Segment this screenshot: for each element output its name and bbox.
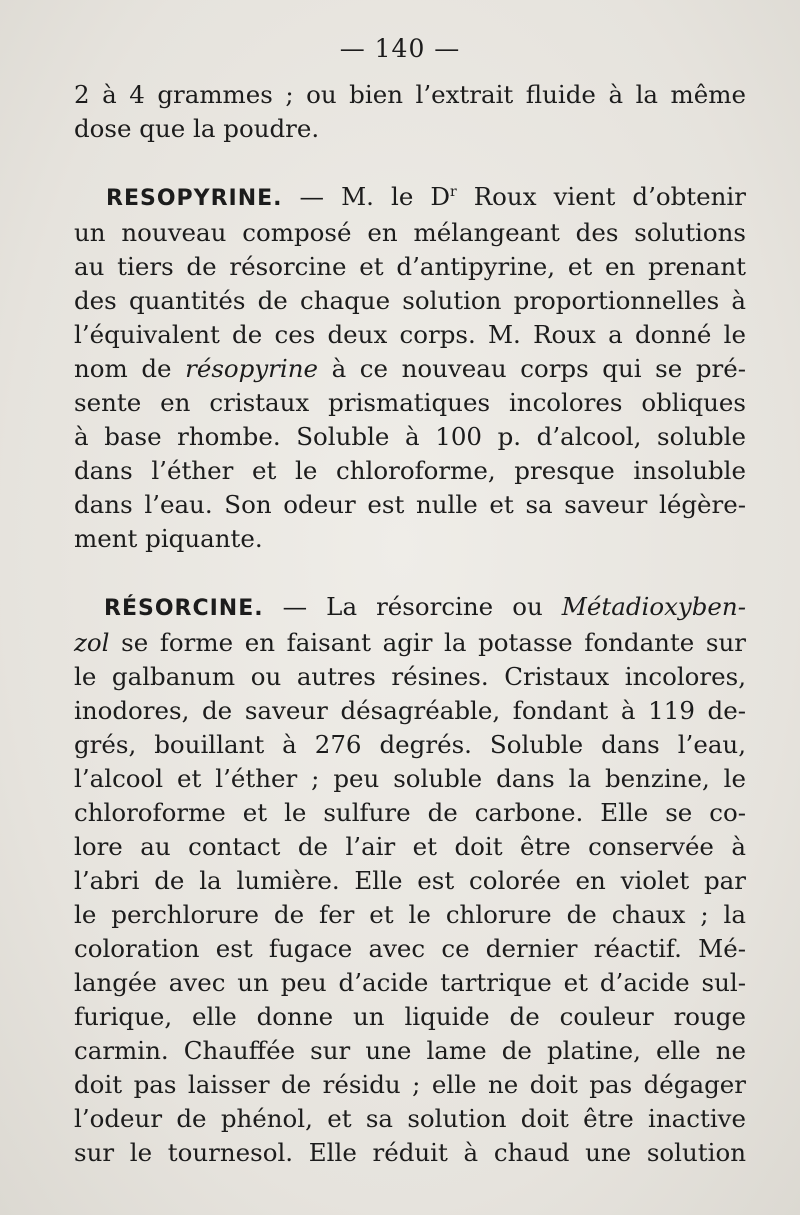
text-line: ment piquante. [74,524,263,553]
text-line: dans l’éther et le chloroforme, presque insoluble [74,456,746,485]
text-fragment: — La résorcine ou [263,592,562,621]
entry-heading: RESOPYRINE. [106,186,283,211]
paragraph-continuation [74,78,746,146]
page-body [74,78,746,1170]
text-line: dose que la poudre. [74,114,320,143]
italic-term: résopyrine [185,354,319,383]
text-line: un nouveau composé en mélangeant des solutions [74,218,746,247]
text-fragment: se forme en faisant agir la potasse fondante sur [109,628,746,657]
text-line: grés, bouillant à 276 degrés. Soluble dans l’eau, [74,730,746,759]
text-line: l’abri de la lumière. Elle est colorée en violet par [74,866,746,895]
text-line: chloroforme et le sulfure de carbone. Elle se co- [74,798,746,827]
text-line: au tiers de résorcine et d’antipyrine, et en prenant [74,252,746,281]
text-line: sur le tournesol. Elle réduit à chaud une solution [74,1138,746,1167]
text-line: des quantités de chaque solution proportionnelles à [74,286,746,315]
text-line: lore au contact de l’air et doit être conservée à [74,832,746,861]
text-fragment: à ce nouveau corps qui se pré- [318,354,746,383]
entry-resopyrine [74,180,746,556]
text-fragment: nom de [74,354,186,383]
text-line [74,590,746,626]
page-number: — 140 — [339,34,461,63]
superscript: r [450,184,457,200]
text-line [74,626,746,660]
text-line: 2 à 4 grammes ; ou bien l’extrait fluide à la même [74,80,746,109]
text-line: langée avec un peu d’acide tartrique et d’acide sul- [74,968,746,997]
text-line: l’odeur de phénol, et sa solution doit être inactive [74,1104,746,1133]
text-line: le perchlorure de fer et le chlorure de chaux ; la [74,900,746,929]
entry-resorcine [74,590,746,1170]
text-line: le galbanum ou autres résines. Cristaux incolores, [74,662,746,691]
text-fragment: Roux vient d’obtenir [456,182,746,211]
text-line: l’alcool et l’éther ; peu soluble dans la benzine, le [74,764,746,793]
text-line: inodores, de saveur désagréable, fondant à 119 de- [74,696,746,725]
text-line [74,180,746,216]
text-fragment: — M. le D [282,182,450,211]
italic-term: Métadioxyben- [561,592,746,621]
text-line: coloration est fugace avec ce dernier réactif. Mé- [74,934,746,963]
entry-heading: RÉSORCINE. [104,596,264,621]
text-line: à base rhombe. Soluble à 100 p. d’alcool, soluble [74,422,746,451]
text-line: doit pas laisser de résidu ; elle ne doit pas dégager [74,1070,746,1099]
text-line: dans l’eau. Son odeur est nulle et sa saveur légère- [74,490,746,519]
italic-term: zol [74,628,110,657]
text-line: sente en cristaux prismatiques incolores obliques [74,388,746,417]
text-line: carmin. Chauffée sur une lame de platine, elle ne [74,1036,746,1065]
text-line: furique, elle donne un liquide de couleur rouge [74,1002,746,1031]
text-line [74,352,746,386]
text-line: l’équivalent de ces deux corps. M. Roux a donné le [74,320,746,349]
